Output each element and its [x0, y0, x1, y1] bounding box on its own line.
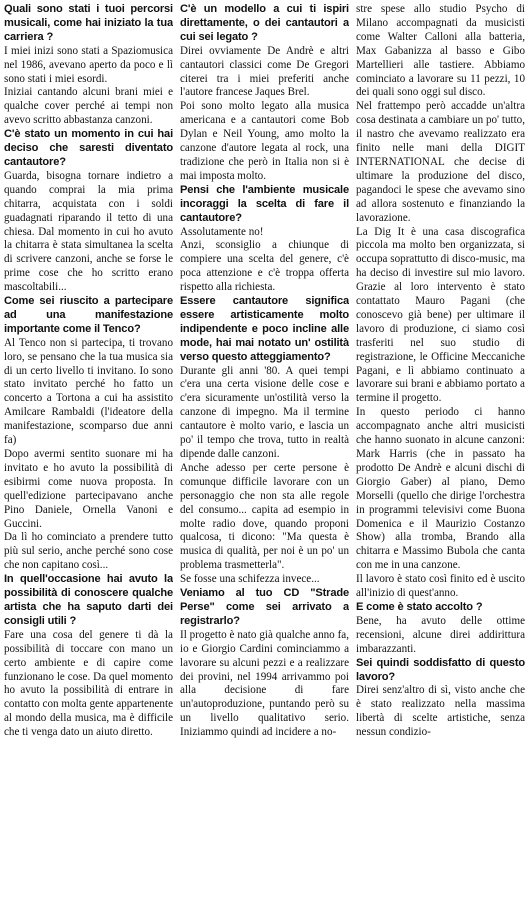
column-3	[356, 3, 525, 897]
interview-answer: Durante gli anni '80. A quei tempi c'era una certa visione delle cose e c'era sicuramente un'ostilità verso la canzone di impegno. Ma il termine cantautore è molto vario, e lascia un po' il tempo che trova, tutto in realtà dipende dalle canzoni.	[180, 364, 349, 460]
interview-answer: Anzi, sconsiglio a chiunque di compiere una scelta del genere, c'è poca attenzione e c'è troppa offerta rispetto alla richiesta.	[180, 239, 349, 294]
interview-answer: Direi senz'altro di sì, visto anche che è stato realizzato nella massima libertà di scelte artistiche, senza nessun condizio-	[356, 684, 525, 739]
interview-answer: Direi ovviamente De Andrè e altri cantautori classici come De Gregori citerei tra i miei preferiti anche l'autore francese Jaques Brel.	[180, 44, 349, 99]
interview-answer: I miei inizi sono stati a Spaziomusica nel 1986, avevano aperto da poco e lì sono stati i miei esordi.	[4, 44, 173, 85]
interview-question: C'è un modello a cui ti ispiri direttamente, o dei cantautori a cui sei legato ?	[180, 3, 349, 43]
interview-question: Veniamo al tuo CD "Strade Perse" come sei arrivato a registrarlo?	[180, 587, 349, 627]
interview-question: Quali sono stati i tuoi percorsi musicali, come hai iniziato la tua carriera ?	[4, 3, 173, 43]
interview-answer: La Dig It è una casa discografica piccola ma molto ben organizzata, si occupa soprattutto di disco-music, ma ha deciso di investire sul mio lavoro. Grazie al loro intervento è stato contattato Mauro Pagani (che conoscevo già bene) per ultimare il lavoro di produzione, ci siamo così trasferiti nel suo studio di registrazione, le Officine Meccaniche Pagani, e lì abbiamo continuato a lavorare sui brani e abbiamo portato a termine il progetto.	[356, 225, 525, 405]
column-1	[4, 3, 173, 897]
article-page	[4, 3, 526, 897]
interview-answer: Il lavoro è stato così finito ed è uscito all'inizio di quest'anno.	[356, 573, 525, 600]
interview-question: Sei quindi soddisfatto di questo lavoro?	[356, 656, 525, 683]
interview-question: In quell'occasione hai avuto la possibilità di conoscere qualche artista che ha saputo darti dei consigli utili ?	[4, 573, 173, 627]
interview-answer: Assolutamente no!	[180, 225, 264, 238]
interview-answer: Anche adesso per certe persone è comunque difficile lavorare con un personaggio che non sta alle regole del consumo... capita ad esempio in molte radio dove, quando proponi qualcosa, ti dicono: "Ma questa è musica di qualità, per noi è un po' un problema trasmetterla".	[180, 461, 349, 572]
interview-question: Pensi che l'ambiente musicale incoraggi la scelta di fare il cantautore?	[180, 183, 349, 224]
interview-answer: Guarda, bisogna tornare indietro a quando comprai la mia prima chitarra, acquistata con i soldi guadagnati riparando il tetto di una chiesa. Dal momento in cui ho avuto la chitarra è stata simultanea la scelta di scrivere canzoni, anche se forse le prime cose che ho scritto erano mascoltabili...	[4, 169, 173, 294]
interview-question: Essere cantautore significa essere artisticamente molto indipendente e poco incline alle mode, hai mai notato un' ostilità verso questo atteggiamento?	[180, 295, 349, 363]
interview-answer: stre spese allo studio Psycho di Milano accompagnati da musicisti come Walter Calloni alla batteria, Max Gabanizza al basso e Gibo Martellieri alle tastiere. Abbiamo cominciato a lavorare su 11 pezzi, 10 dei quali sono oggi sul disco.	[356, 3, 525, 99]
interview-answer: Bene, ha avuto delle ottime recensioni, alcune direi addirittura imbarazzanti.	[356, 614, 525, 655]
interview-answer: Nel frattempo però accadde un'altra cosa destinata a cambiare un po' tutto, il nastro che avevamo realizzato era finito nelle mani della DIGIT INTERNATIONAL che decise di ultimare la produzione del disco, pagandoci le spese che avevamo sino ad allora sostenuto e finanziando la lavorazione.	[356, 100, 525, 224]
column-2	[180, 3, 349, 897]
interview-answer: Fare una cosa del genere ti dà la possibilità di toccare con mano un certo ambiente e di capire come funzionano le cose. Da quel momento ho avuto la possibilità di entrare in contatto con molta gente appartenente al mondo della musica, ma è difficile che ti venga dato un aiuto diretto.	[4, 628, 173, 739]
interview-answer: In questo periodo ci hanno accompagnato anche altri musicisti che hanno suonato in alcune canzoni: Mark Harris (che in passato ha prodotto De Andrè e alcuni dischi di Giorgio Gaber) al piano, Demo Morselli (quello che dirige l'orchestra in programmi televisivi come Buona Domenica e il Maurizio Costanzo Show) alla tromba, Brando alla chitarra e Massimo Bubola che canta con me in una canzone.	[356, 406, 525, 572]
interview-answer: Al Tenco non si partecipa, ti trovano loro, se pensano che la tua musica sia di un certo livello ti invitano. Io sono stato invitato perché ho fatto un concerto a Tortona a cui ha assistito Amilcare Rambaldi (l'ideatore della manifestazione, scomparso due anni fa)	[4, 336, 173, 447]
interview-answer: Se fosse una schifezza invece...	[180, 573, 320, 586]
interview-question: Come sei riuscito a partecipare ad una manifestazione importante come il Tenco?	[4, 295, 173, 335]
interview-answer: Dopo avermi sentito suonare mi ha invitato e ho avuto la possibilità di esibirmi come nuova proposta. In quell'edizione partecipavano anche Pino Daniele, Ornella Vanoni e Guccini.	[4, 448, 173, 530]
interview-answer: Il progetto è nato già qualche anno fa, io e Giorgio Cardini cominciammo a lavorare su alcuni pezzi e a realizzare dei provini, nel 1994 arrivammo poi alla decisione di fare un'autoproduzione, puntando però su un livello qualitativo serio. Iniziammo quindi ad incidere a no-	[180, 628, 349, 739]
interview-answer: Da lì ho cominciato a prendere tutto più sul serio, anche perché sono cose che non capitano così...	[4, 531, 173, 572]
interview-question: C'è stato un momento in cui hai deciso che saresti diventato cantautore?	[4, 128, 173, 168]
interview-answer: Poi sono molto legato alla musica americana e a cantautori come Bob Dylan e Neil Young, amo molto la canzone d'autore legata al rock, una tradizione che però in Italia non si è mai imposta molto.	[180, 100, 349, 182]
interview-question: E come è stato accolto ?	[356, 600, 483, 613]
interview-answer: Iniziai cantando alcuni brani miei e qualche cover perché ai tempi non avevo scritto abbastanza canzoni.	[4, 86, 173, 127]
